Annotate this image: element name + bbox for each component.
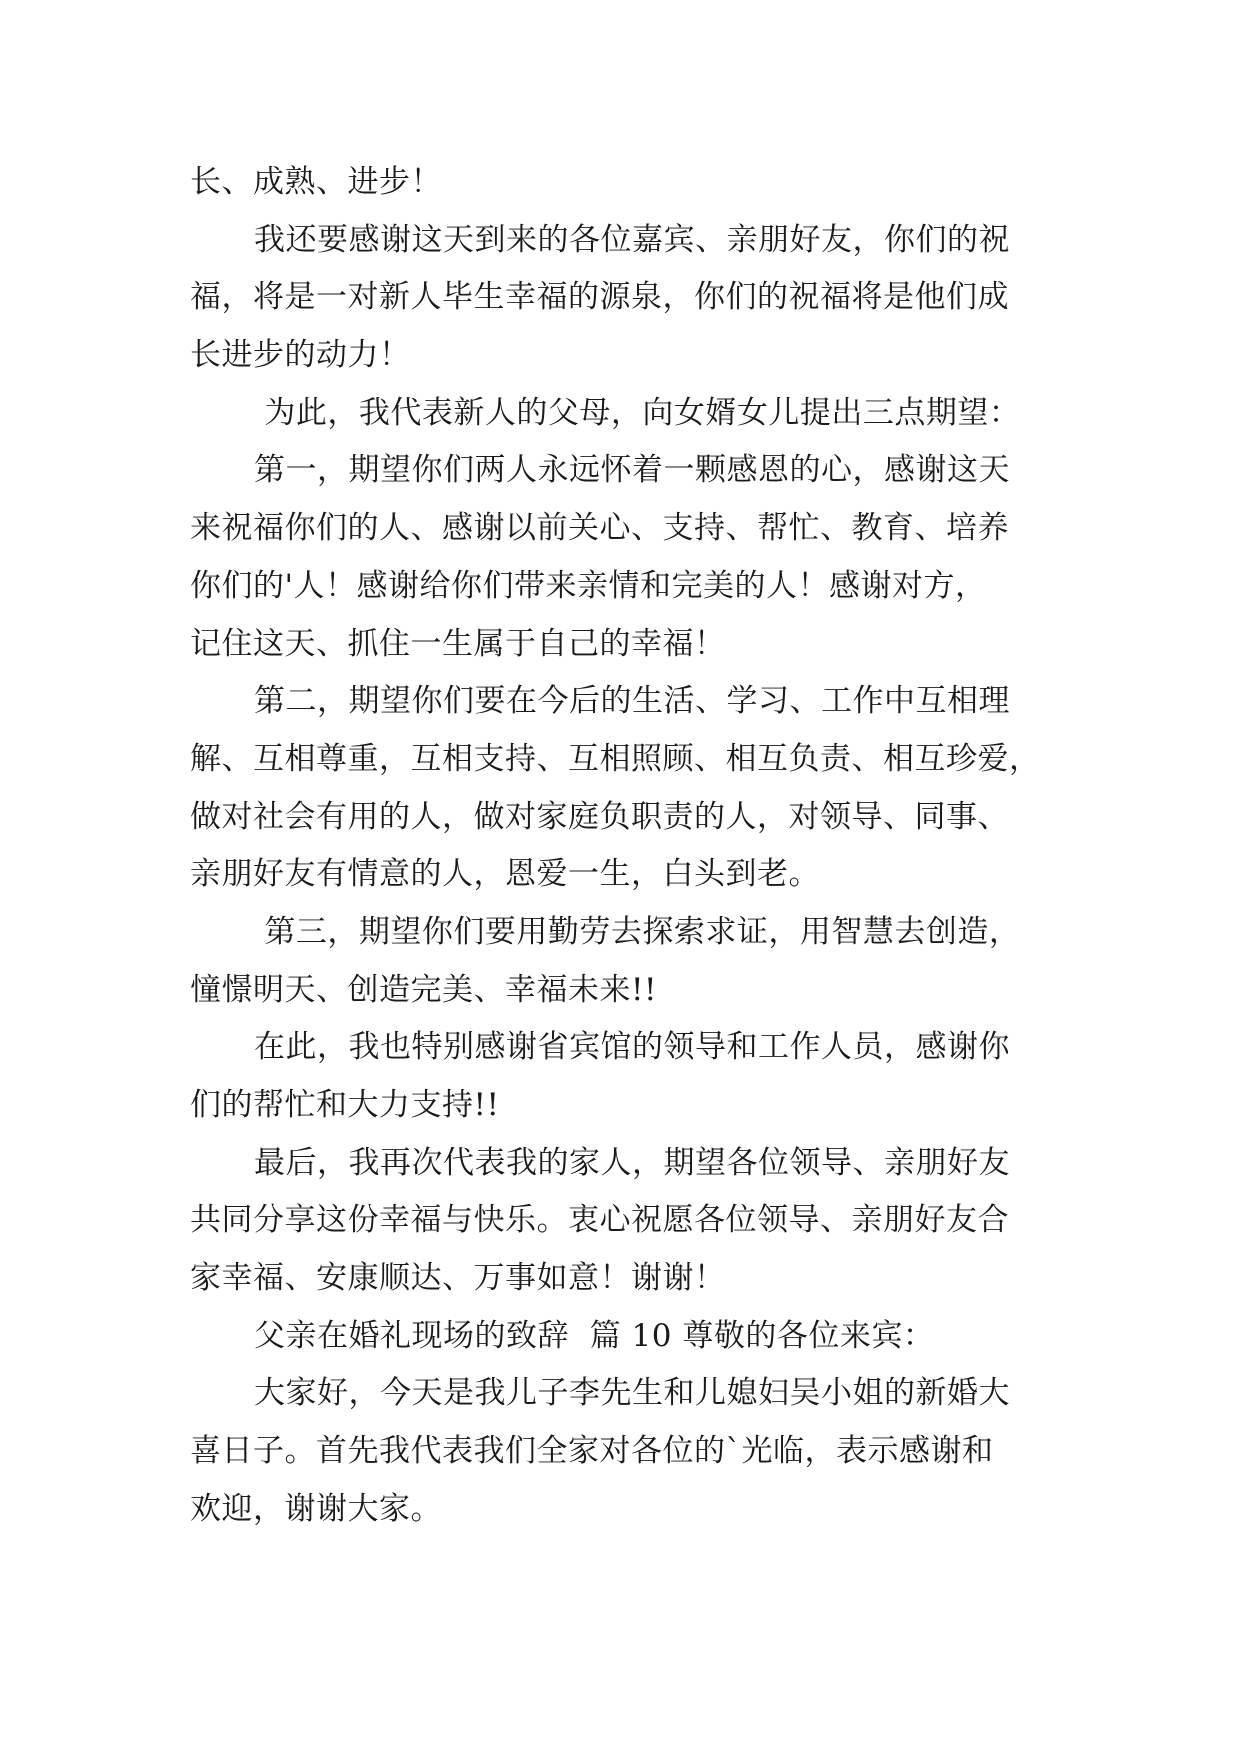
text-line: 亲朋好友有情意的人，恩爱一生，白头到老。	[190, 856, 820, 893]
text-line: 记住这天、抓住一生属于自己的幸福！	[190, 625, 726, 662]
text-line: 最后，我再次代表我的家人，期望各位领导、亲朋好友	[254, 1144, 1010, 1181]
text-line: 第一，期望你们两人永远怀着一颗感恩的心，感谢这天	[254, 452, 1010, 489]
text-line: 在此，我也特别感谢省宾馆的领导和工作人员，感谢你	[254, 1029, 1010, 1066]
text-line: 大家好，今天是我儿子李先生和儿媳妇吴小姐的新婚大	[254, 1375, 1010, 1412]
text-line: 父亲在婚礼现场的致辞 篇 10 尊敬的各位来宾：	[254, 1317, 935, 1354]
body-text	[190, 154, 1070, 1539]
text-line: 为此，我代表新人的父母，向女婿女儿提出三点期望：	[254, 394, 1021, 431]
text-line: 长、成熟、进步！	[190, 164, 442, 200]
text-line: 福，将是一对新人毕生幸福的源泉，你们的祝福将是他们成	[190, 279, 1009, 316]
text-line: 憧憬明天、创造完美、幸福未来!!	[190, 971, 657, 1008]
text-line: 们的帮忙和大力支持!!	[190, 1087, 500, 1123]
text-line: 长进步的动力！	[190, 337, 411, 374]
text-line: 共同分享这份幸福与快乐。衷心祝愿各位领导、亲朋好友合	[190, 1202, 1009, 1239]
text-line: 来祝福你们的人、感谢以前关心、支持、帮忙、教育、培养	[190, 510, 1009, 547]
text-line: 我还要感谢这天到来的各位嘉宾、亲朋好友，你们的祝	[254, 221, 1010, 258]
text-line: 第三，期望你们要用勤劳去探索求证，用智慧去创造，	[254, 913, 1021, 950]
text-line: 解、互相尊重，互相支持、互相照顾、相互负责、相互珍爱，	[190, 740, 1041, 777]
text-line: 喜日子。首先我代表我们全家对各位的`光临，表示感谢和	[190, 1433, 994, 1470]
text-line: 欢迎，谢谢大家。	[190, 1490, 442, 1527]
text-line: 家幸福、安康顺达、万事如意！谢谢！	[190, 1260, 726, 1297]
text-line: 做对社会有用的人，做对家庭负职责的人，对领导、同事、	[190, 798, 1009, 835]
text-line: 你们的'人！感谢给你们带来亲情和完美的人！感谢对方，	[190, 567, 987, 604]
text-line: 第二，期望你们要在今后的生活、学习、工作中互相理	[254, 683, 1010, 720]
